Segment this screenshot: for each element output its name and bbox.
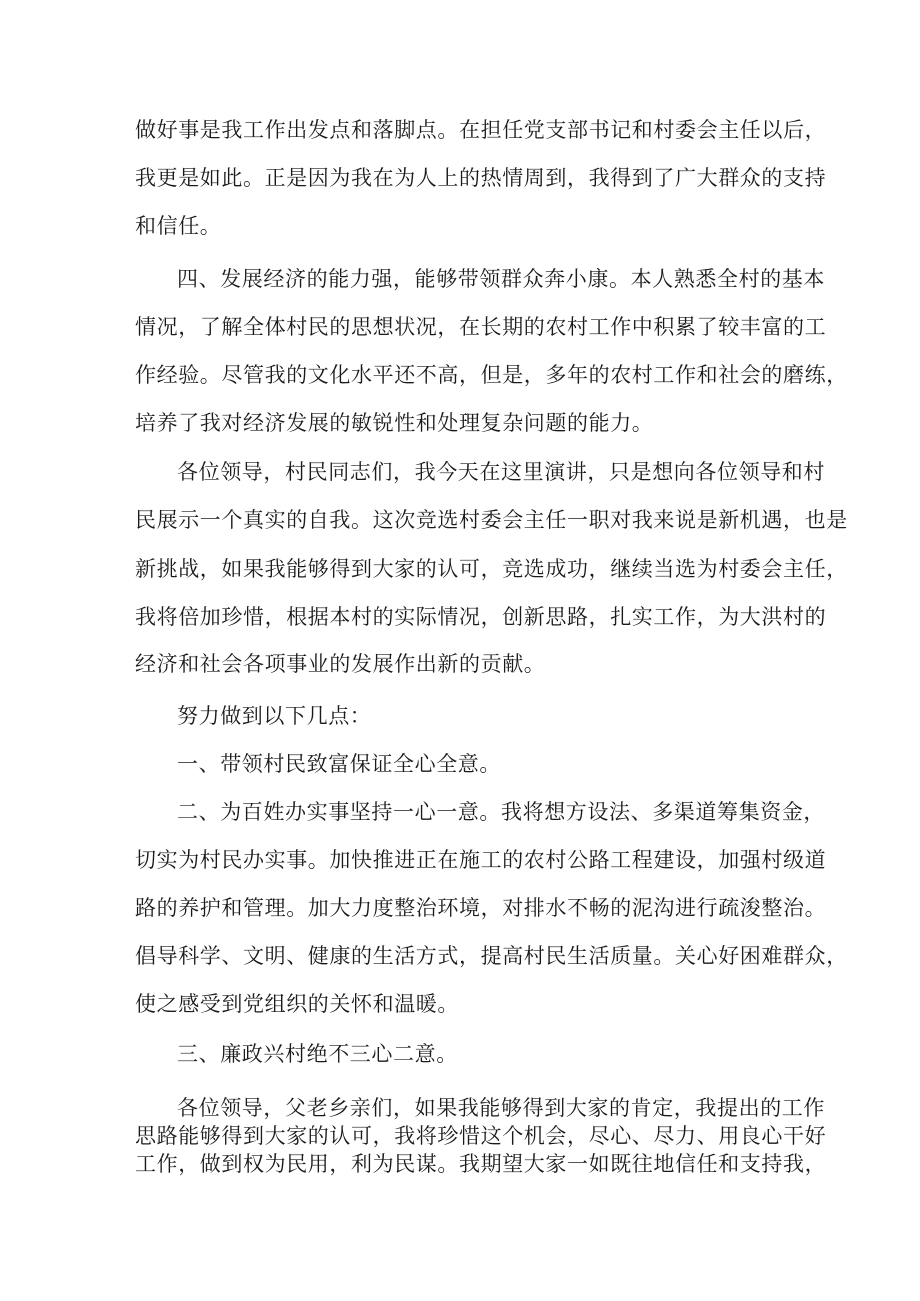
text-line: 工作，做到权为民用，利为民谋。我期望大家一如既往地信任和支持我， [135,1152,827,1176]
text-line: 倡导科学、文明、健康的生活方式，提高村民生活质量。关心好困难群众， [135,944,848,968]
text-line: 我更是如此。正是因为我在为人上的热情周到，我得到了广大群众的支持 [135,166,827,190]
paragraph-start-line: 三、廉政兴村绝不三心二意。 [177,1042,458,1066]
text-line: 情况，了解全体村民的思想状况，在长期的农村工作中积累了较丰富的工 [135,315,827,339]
paragraph-start-line: 努力做到以下几点： [177,704,372,728]
text-line: 和信任。 [135,214,222,238]
text-line: 作经验。尽管我的文化水平还不高，但是，多年的农村工作和社会的磨练， [135,363,848,387]
text-line: 切实为村民办实事。加快推进正在施工的农村公路工程建设，加强村级道 [135,848,827,872]
text-line: 新挑战，如果我能够得到大家的认可，竞选成功，继续当选为村委会主任， [135,557,848,581]
text-line: 培养了我对经济发展的敏锐性和处理复杂问题的能力。 [135,411,654,435]
text-line: 使之感受到党组织的关怀和温暖。 [135,992,459,1016]
paragraph-start-line: 二、为百姓办实事坚持一心一意。我将想方设法、多渠道筹集资金， [177,800,825,824]
text-line: 思路能够得到大家的认可，我将珍惜这个机会，尽心、尽力、用良心干好 [135,1124,827,1148]
paragraph-start-line: 各位领导，父老乡亲们，如果我能够得到大家的肯定，我提出的工作 [177,1096,825,1120]
paragraph-start-line: 一、带领村民致富保证全心全意。 [177,752,501,776]
text-line: 路的养护和管理。加大力度整治环境，对排水不畅的泥沟进行疏浚整治。 [135,896,827,920]
paragraph-start-line: 四、发展经济的能力强，能够带领群众奔小康。本人熟悉全村的基本 [177,267,825,291]
text-line: 民展示一个真实的自我。这次竞选村委会主任一职对我来说是新机遇，也是 [135,508,848,532]
text-line: 我将倍加珍惜，根据本村的实际情况，创新思路，扎实工作，为大洪村的 [135,605,827,629]
text-line: 经济和社会各项事业的发展作出新的贡献。 [135,652,546,676]
paragraph-start-line: 各位领导，村民同志们，我今天在这里演讲，只是想向各位领导和村 [177,460,825,484]
text-line: 做好事是我工作出发点和落脚点。在担任党支部书记和村委会主任以后， [135,118,827,142]
